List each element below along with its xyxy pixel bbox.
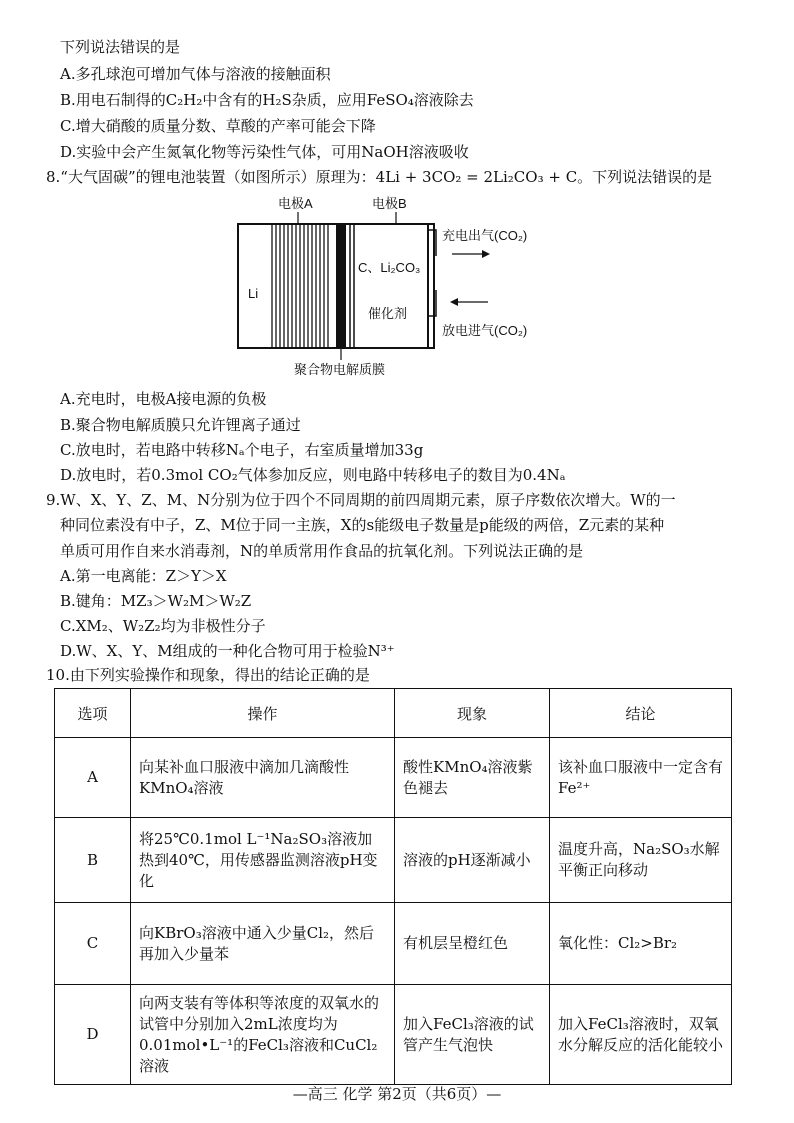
- q8-option-b: B.聚合物电解质膜只允许锂离子通过: [60, 416, 301, 434]
- table-row: [55, 903, 732, 985]
- row-operation: 向KBrO₃溶液中通入少量Cl₂，然后再加入少量苯: [131, 903, 395, 985]
- row-option: D: [55, 985, 131, 1085]
- q9-stem-line-2: 种同位素没有中子，Z、M位于同一主族，X的s能级电子数量是p能级的两倍，Z元素的某种: [60, 516, 665, 534]
- in-arrow-icon: [450, 298, 458, 306]
- q8-option-c: C.放电时，若电路中转移Nₐ个电子，右室质量增加33g: [60, 441, 424, 459]
- table-header-row: [55, 689, 732, 738]
- row-phenomenon: 有机层呈橙红色: [395, 903, 550, 985]
- header-option: 选项: [55, 689, 131, 738]
- row-phenomenon: 酸性KMnO₄溶液紫色褪去: [395, 738, 550, 818]
- battery-diagram: [236, 190, 556, 380]
- q8-option-d: D.放电时，若0.3mol CO₂气体参加反应，则电路中转移电子的数目为0.4Nₐ: [60, 466, 566, 484]
- row-phenomenon: 溶液的pH逐渐减小: [395, 818, 550, 903]
- q9-option-d: D.W、X、Y、M组成的一种化合物可用于检验N³⁺: [60, 642, 395, 660]
- q7-option-a: A.多孔球泡可增加气体与溶液的接触面积: [60, 65, 331, 83]
- row-conclusion: 该补血口服液中一定含有Fe²⁺: [550, 738, 732, 818]
- q9-option-b: B.键角：MZ₃＞W₂M＞W₂Z: [60, 592, 252, 610]
- row-operation: 将25℃0.1mol L⁻¹Na₂SO₃溶液加热到40℃，用传感器监测溶液pH变化: [131, 818, 395, 903]
- out-arrow-icon: [482, 250, 490, 258]
- charge-out-label: 充电出气(CO₂): [442, 228, 528, 243]
- row-phenomenon: 加入FeCl₃溶液的试管产生气泡快: [395, 985, 550, 1085]
- table-row: [55, 738, 732, 818]
- compartment-label: C、Li₂CO₃: [358, 260, 421, 275]
- li-label: Li: [248, 286, 259, 301]
- electrode-a-label: 电极A: [278, 196, 313, 211]
- q9-stem-line-3: 单质可用作自来水消毒剂，N的单质常用作食品的抗氧化剂。下列说法正确的是: [60, 542, 584, 560]
- row-conclusion: 加入FeCl₃溶液时，双氧水分解反应的活化能较小: [550, 985, 732, 1085]
- header-operation: 操作: [131, 689, 395, 738]
- q9-stem-line-1: 9.W、X、Y、Z、M、N分别为位于四个不同周期的前四周期元素，原子序数依次增大。W的一: [46, 491, 676, 509]
- row-option: B: [55, 818, 131, 903]
- q9-option-c: C.XM₂、W₂Z₂均为非极性分子: [60, 617, 266, 635]
- electrode-a-plate: [272, 224, 328, 348]
- q7-option-c: C.增大硝酸的质量分数、草酸的产率可能会下降: [60, 117, 376, 135]
- discharge-in-label: 放电进气(CO₂): [442, 323, 528, 338]
- catalyst-label: 催化剂: [368, 306, 408, 321]
- row-option: C: [55, 903, 131, 985]
- row-conclusion: 温度升高，Na₂SO₃水解平衡正向移动: [550, 818, 732, 903]
- q8-option-a: A.充电时，电极A接电源的负极: [60, 390, 267, 408]
- q7-option-b: B.用电石制得的C₂H₂中含有的H₂S杂质，应用FeSO₄溶液除去: [60, 91, 474, 109]
- table-row: [55, 818, 732, 903]
- header-conclusion: 结论: [550, 689, 732, 738]
- header-phenomenon: 现象: [395, 689, 550, 738]
- row-operation: 向两支装有等体积等浓度的双氧水的试管中分别加入2mL浓度均为0.01mol•L⁻¹的FeCl₃溶液和CuCl₂溶液: [131, 985, 395, 1085]
- table-row: [55, 985, 732, 1085]
- q7-stem: 下列说法错误的是: [60, 38, 181, 56]
- row-operation: 向某补血口服液中滴加几滴酸性KMnO₄溶液: [131, 738, 395, 818]
- q8-stem: 8.“大气固碳”的锂电池装置（如图所示）原理为：4Li + 3CO₂ = 2Li₂CO₃ + C。下列说法错误的是: [46, 168, 713, 186]
- q9-option-a: A.第一电离能：Z＞Y＞X: [60, 567, 227, 585]
- page-footer: —高三 化学 第2页（共6页）—: [292, 1085, 502, 1103]
- membrane: [336, 224, 346, 348]
- electrode-b-label: 电极B: [372, 196, 407, 211]
- experiment-table: [54, 688, 732, 1085]
- q10-stem: 10.由下列实验操作和现象，得出的结论正确的是: [46, 666, 370, 684]
- row-option: A: [55, 738, 131, 818]
- membrane-label: 聚合物电解质膜: [294, 362, 386, 377]
- row-conclusion: 氧化性：Cl₂>Br₂: [550, 903, 732, 985]
- q7-option-d: D.实验中会产生氮氧化物等污染性气体，可用NaOH溶液吸收: [60, 143, 469, 161]
